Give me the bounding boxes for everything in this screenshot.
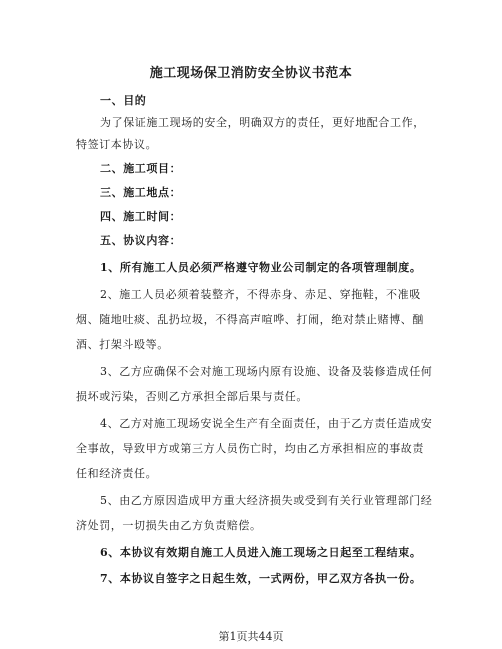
clause-2-line-2: 烟、随地吐痰、乱扔垃圾，不得高声喧哗、打闹，绝对禁止赌博、酗 xyxy=(76,313,424,326)
clause-4-line-3: 任和经济责任。 xyxy=(76,467,158,480)
clause-5-line-2: 济处罚，一切损失由乙方负责赔偿。 xyxy=(76,519,262,532)
purpose-text-line-2: 特签订本协议。 xyxy=(76,138,158,151)
clause-1: 1、所有施工人员必须严格遵守物业公司制定的各项管理制度。 xyxy=(100,261,422,274)
clause-2-line-1: 2、施工人员必须着装整齐，不得赤身、赤足、穿拖鞋，不准吸 xyxy=(100,288,421,301)
section-heading-time: 四、施工时间： xyxy=(100,210,182,223)
section-heading-purpose: 一、目的 xyxy=(100,94,147,107)
clause-7: 7、本协议自签字之日起生效，一式两份，甲乙双方各执一份。 xyxy=(100,572,422,585)
document-title: 施工现场保卫消防安全协议书范本 xyxy=(149,66,353,81)
clause-2-line-3: 酒、打架斗殴等。 xyxy=(76,338,169,351)
clause-4-line-2: 全事故，导致甲方或第三方人员伤亡时，均由乙方承担相应的事故责 xyxy=(76,442,424,455)
section-heading-content: 五、协议内容： xyxy=(100,234,182,247)
clause-4-line-1: 4、乙方对施工现场安说全生产有全面责任，由于乙方责任造成安 xyxy=(100,417,433,430)
section-heading-location: 三、施工地点： xyxy=(100,186,182,199)
clause-3-line-1: 3、乙方应确保不会对施工现场内原有设施、设备及装修造成任何 xyxy=(100,365,433,378)
section-heading-project: 二、施工项目： xyxy=(100,162,182,175)
clause-3-line-2: 损坏或污染，否则乙方承担全部后果与责任。 xyxy=(76,390,308,403)
page-number-footer: 第1页共44页 xyxy=(218,630,284,643)
purpose-text-line-1: 为了保证施工现场的安全，明确双方的责任，更好地配合工作， xyxy=(100,116,425,129)
clause-5-line-1: 5、由乙方原因造成甲方重大经济损失或受到有关行业管理部门经 xyxy=(100,494,433,507)
clause-6: 6、本协议有效期自施工人员进入施工现场之日起至工程结束。 xyxy=(100,546,422,559)
